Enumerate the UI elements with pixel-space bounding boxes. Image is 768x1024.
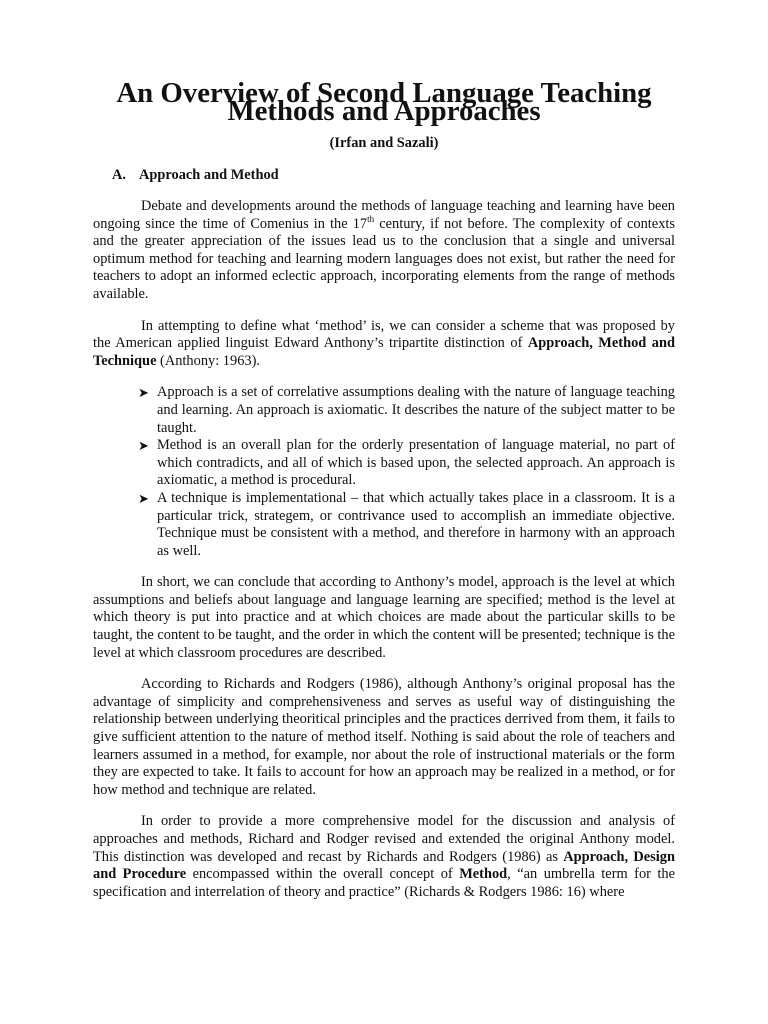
paragraph-2-text-b: (Anthony: 1963). [156,352,260,369]
arrow-bullet-icon: ➤ [138,490,149,506]
paragraph-2-bold: Approach, Method and Technique [93,335,675,369]
arrow-bullet-icon: ➤ [138,438,149,454]
paragraph-1-text-b: century, if not before. The complexity of contexts and the greater appreciation of the issues lead us to the conclusion that a single and universal optimum method for teaching and learning modern languages does not exist, but rather the need for teachers to adopt an informed eclectic approach, incorporating elements from the range of methods available. [93,215,675,302]
paragraph-5-text-c: , “an umbrella term for the specification and interrelation of theory and practice” (Richards & Rodgers 1986: 16) where [93,866,675,900]
paragraph-5-text-a: In order to provide a more comprehensive model for the discussion and analysis of approaches and methods, Richard and Rodger revised and extended the original Anthony model. This distinction was developed and recast by Richards and Rodgers (1986) as [93,813,675,865]
paragraph-5-text-b: encompassed within the overall concept of [186,866,460,883]
list-item [138,490,675,560]
paragraph-1-text-a: Debate and developments around the methods of language teaching and learning have been ongoing since the time of Comenius in the 17 [93,198,675,232]
paragraph-5 [93,813,675,901]
paragraph-4: According to Richards and Rodgers (1986), although Anthony’s original proposal has the advantage of simplicity and comprehensiveness and serves as useful way of distinguishing the relationship between underlying theoritical principles and the practices derrived from them, it fails to give sufficient attention to the nature of method itself. Nothing is said about the role of teachers and learners assumed in a method, for example, nor about the role of instructional materials or the form they are expected to take. It fails to account for how an approach may be realized in a method, or for how method and technique are related. [93,676,675,798]
list-item-text: Approach is a set of correlative assumptions dealing with the nature of language teaching and learning. An approach is axiomatic. It describes the nature of the subject matter to be taught. [157,384,675,436]
definition-list [93,384,675,560]
paragraph-1 [93,198,675,304]
superscript: th [367,213,375,224]
section-letter: A. [112,167,126,183]
document-authors: (Irfan and Sazali) [329,135,439,151]
paragraph-5-bold-1: Approach, Design and Procedure [93,848,675,883]
paragraph-2-text-a: In attempting to define what ‘method’ is, we can consider a scheme that was proposed by the American applied linguist Edward Anthony’s tripartite distinction of [93,317,675,352]
list-item-text: Method is an overall plan for the orderly presentation of language material, no part of which contradicts, and all of which is based upon, the selected approach. An approach is axiomatic, a method is procedural. [157,437,675,489]
section-heading [112,166,675,184]
section-title: Approach and Method [139,167,279,183]
document-title: An Overview of Second Language Teaching Methods and Approaches [116,77,652,127]
paragraph-2 [93,318,675,371]
list-item-text: A technique is implementational – that which actually takes place in a classroom. It is a particular trick, strategem, or contrivance used to accomplish an immediate objective. Technique must be consistent with a method, and therefore in harmony with an approach as well. [157,489,675,559]
list-item [138,437,675,490]
paragraph-5-bold-2: Method [459,866,508,883]
list-item [138,384,675,437]
arrow-bullet-icon: ➤ [138,385,149,401]
paragraph-3: In short, we can conclude that according to Anthony’s model, approach is the level at which assumptions and beliefs about language and language learning are specified; method is the level at which theory is put into practice and at which choices are made about the particular skills to be taught, the content to be taught, and the order in which the content will be presented; technique is the level at which classroom procedures are described. [93,574,675,661]
